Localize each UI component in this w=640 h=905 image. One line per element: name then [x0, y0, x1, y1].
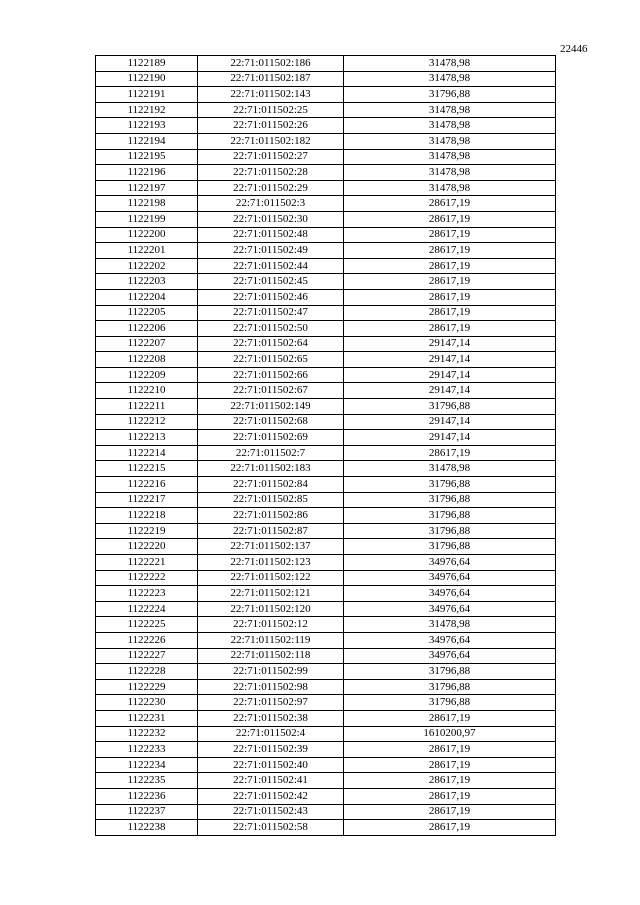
value-cell: 28617,19: [344, 274, 556, 290]
row-number-cell: 1122210: [96, 383, 198, 399]
table-row: [96, 523, 556, 539]
table-row: [96, 586, 556, 602]
row-number-cell: 1122220: [96, 539, 198, 555]
table-row: [96, 352, 556, 368]
row-number-cell: 1122194: [96, 133, 198, 149]
cadastral-number-cell: 22:71:011502:143: [198, 87, 344, 103]
value-cell: 31478,98: [344, 461, 556, 477]
cadastral-number-cell: 22:71:011502:120: [198, 601, 344, 617]
cadastral-number-cell: 22:71:011502:182: [198, 133, 344, 149]
value-cell: 31796,88: [344, 492, 556, 508]
row-number-cell: 1122192: [96, 102, 198, 118]
cadastral-number-cell: 22:71:011502:26: [198, 118, 344, 134]
value-cell: 34976,64: [344, 632, 556, 648]
cadastral-number-cell: 22:71:011502:183: [198, 461, 344, 477]
value-cell: 29147,14: [344, 383, 556, 399]
cadastral-number-cell: 22:71:011502:38: [198, 710, 344, 726]
value-cell: 31796,88: [344, 87, 556, 103]
row-number-cell: 1122227: [96, 648, 198, 664]
table-row: [96, 367, 556, 383]
cadastral-number-cell: 22:71:011502:48: [198, 227, 344, 243]
cadastral-number-cell: 22:71:011502:42: [198, 788, 344, 804]
table-row: [96, 555, 556, 571]
row-number-cell: 1122213: [96, 430, 198, 446]
cadastral-number-cell: 22:71:011502:3: [198, 196, 344, 212]
table-row: [96, 118, 556, 134]
cadastral-number-cell: 22:71:011502:97: [198, 695, 344, 711]
table-row: [96, 679, 556, 695]
cadastral-number-cell: 22:71:011502:29: [198, 180, 344, 196]
value-cell: 1610200,97: [344, 726, 556, 742]
row-number-cell: 1122216: [96, 477, 198, 493]
table-body: [96, 56, 556, 836]
row-number-cell: 1122211: [96, 399, 198, 415]
row-number-cell: 1122214: [96, 445, 198, 461]
cadastral-number-cell: 22:71:011502:65: [198, 352, 344, 368]
table-row: [96, 695, 556, 711]
row-number-cell: 1122196: [96, 165, 198, 181]
cadastral-number-cell: 22:71:011502:123: [198, 555, 344, 571]
table-row: [96, 601, 556, 617]
cadastral-number-cell: 22:71:011502:87: [198, 523, 344, 539]
cadastral-number-cell: 22:71:011502:66: [198, 367, 344, 383]
table-row: [96, 87, 556, 103]
value-cell: 28617,19: [344, 445, 556, 461]
cadastral-number-cell: 22:71:011502:64: [198, 336, 344, 352]
cadastral-number-cell: 22:71:011502:39: [198, 742, 344, 758]
cadastral-number-cell: 22:71:011502:86: [198, 508, 344, 524]
row-number-cell: 1122228: [96, 664, 198, 680]
table-row: [96, 399, 556, 415]
value-cell: 28617,19: [344, 820, 556, 836]
value-cell: 31478,98: [344, 56, 556, 72]
table-row: [96, 539, 556, 555]
value-cell: 28617,19: [344, 227, 556, 243]
cadastral-number-cell: 22:71:011502:187: [198, 71, 344, 87]
table-row: [96, 757, 556, 773]
value-cell: 31796,88: [344, 664, 556, 680]
cadastral-number-cell: 22:71:011502:27: [198, 149, 344, 165]
table-row: [96, 165, 556, 181]
row-number-cell: 1122204: [96, 289, 198, 305]
table-row: [96, 477, 556, 493]
table-row: [96, 710, 556, 726]
table-row: [96, 773, 556, 789]
value-cell: 31478,98: [344, 165, 556, 181]
cadastral-number-cell: 22:71:011502:7: [198, 445, 344, 461]
cadastral-number-cell: 22:71:011502:186: [198, 56, 344, 72]
row-number-cell: 1122237: [96, 804, 198, 820]
table-row: [96, 243, 556, 259]
row-number-cell: 1122224: [96, 601, 198, 617]
row-number-cell: 1122223: [96, 586, 198, 602]
cadastral-number-cell: 22:71:011502:119: [198, 632, 344, 648]
row-number-cell: 1122197: [96, 180, 198, 196]
value-cell: 28617,19: [344, 321, 556, 337]
cadastral-number-cell: 22:71:011502:118: [198, 648, 344, 664]
table-row: [96, 383, 556, 399]
cadastral-number-cell: 22:71:011502:68: [198, 414, 344, 430]
value-cell: 29147,14: [344, 352, 556, 368]
row-number-cell: 1122234: [96, 757, 198, 773]
value-cell: 34976,64: [344, 601, 556, 617]
table-row: [96, 617, 556, 633]
table-row: [96, 258, 556, 274]
cadastral-number-cell: 22:71:011502:40: [198, 757, 344, 773]
table-row: [96, 180, 556, 196]
value-cell: 34976,64: [344, 555, 556, 571]
table-row: [96, 336, 556, 352]
value-cell: 31478,98: [344, 118, 556, 134]
row-number-cell: 1122189: [96, 56, 198, 72]
row-number-cell: 1122230: [96, 695, 198, 711]
cadastral-number-cell: 22:71:011502:45: [198, 274, 344, 290]
cadastral-number-cell: 22:71:011502:69: [198, 430, 344, 446]
cadastral-number-cell: 22:71:011502:49: [198, 243, 344, 259]
value-cell: 28617,19: [344, 305, 556, 321]
value-cell: 28617,19: [344, 788, 556, 804]
table-row: [96, 321, 556, 337]
value-cell: 31478,98: [344, 180, 556, 196]
table-row: [96, 196, 556, 212]
table-row: [96, 430, 556, 446]
row-number-cell: 1122235: [96, 773, 198, 789]
cadastral-number-cell: 22:71:011502:28: [198, 165, 344, 181]
table-row: [96, 820, 556, 836]
table-row: [96, 71, 556, 87]
value-cell: 28617,19: [344, 804, 556, 820]
table-row: [96, 102, 556, 118]
cadastral-number-cell: 22:71:011502:47: [198, 305, 344, 321]
value-cell: 34976,64: [344, 586, 556, 602]
row-number-cell: 1122238: [96, 820, 198, 836]
table-row: [96, 726, 556, 742]
table-row: [96, 788, 556, 804]
value-cell: 31796,88: [344, 508, 556, 524]
value-cell: 28617,19: [344, 258, 556, 274]
value-cell: 31796,88: [344, 523, 556, 539]
value-cell: 29147,14: [344, 336, 556, 352]
row-number-cell: 1122219: [96, 523, 198, 539]
row-number-cell: 1122202: [96, 258, 198, 274]
value-cell: 31796,88: [344, 539, 556, 555]
row-number-cell: 1122191: [96, 87, 198, 103]
data-table: [95, 55, 556, 836]
value-cell: 28617,19: [344, 196, 556, 212]
row-number-cell: 1122195: [96, 149, 198, 165]
row-number-cell: 1122190: [96, 71, 198, 87]
cadastral-number-cell: 22:71:011502:12: [198, 617, 344, 633]
row-number-cell: 1122205: [96, 305, 198, 321]
row-number-cell: 1122226: [96, 632, 198, 648]
cadastral-number-cell: 22:71:011502:4: [198, 726, 344, 742]
cadastral-number-cell: 22:71:011502:99: [198, 664, 344, 680]
value-cell: 28617,19: [344, 211, 556, 227]
cadastral-number-cell: 22:71:011502:58: [198, 820, 344, 836]
row-number-cell: 1122208: [96, 352, 198, 368]
cadastral-number-cell: 22:71:011502:25: [198, 102, 344, 118]
row-number-cell: 1122212: [96, 414, 198, 430]
table-row: [96, 227, 556, 243]
row-number-cell: 1122206: [96, 321, 198, 337]
cadastral-number-cell: 22:71:011502:50: [198, 321, 344, 337]
value-cell: 28617,19: [344, 243, 556, 259]
row-number-cell: 1122218: [96, 508, 198, 524]
cadastral-number-cell: 22:71:011502:98: [198, 679, 344, 695]
cadastral-number-cell: 22:71:011502:121: [198, 586, 344, 602]
value-cell: 31796,88: [344, 399, 556, 415]
row-number-cell: 1122193: [96, 118, 198, 134]
row-number-cell: 1122233: [96, 742, 198, 758]
value-cell: 34976,64: [344, 570, 556, 586]
table-row: [96, 414, 556, 430]
table-row: [96, 461, 556, 477]
value-cell: 34976,64: [344, 648, 556, 664]
table-row: [96, 445, 556, 461]
table-row: [96, 274, 556, 290]
value-cell: 31478,98: [344, 617, 556, 633]
cadastral-number-cell: 22:71:011502:43: [198, 804, 344, 820]
cadastral-number-cell: 22:71:011502:149: [198, 399, 344, 415]
cadastral-number-cell: 22:71:011502:41: [198, 773, 344, 789]
row-number-cell: 1122225: [96, 617, 198, 633]
row-number-cell: 1122203: [96, 274, 198, 290]
page-number: 22446: [560, 43, 588, 55]
table-row: [96, 289, 556, 305]
cadastral-number-cell: 22:71:011502:44: [198, 258, 344, 274]
value-cell: 28617,19: [344, 710, 556, 726]
row-number-cell: 1122217: [96, 492, 198, 508]
table-row: [96, 305, 556, 321]
row-number-cell: 1122221: [96, 555, 198, 571]
value-cell: 31796,88: [344, 695, 556, 711]
table-row: [96, 742, 556, 758]
value-cell: 28617,19: [344, 289, 556, 305]
row-number-cell: 1122229: [96, 679, 198, 695]
value-cell: 31796,88: [344, 679, 556, 695]
table-row: [96, 664, 556, 680]
cadastral-number-cell: 22:71:011502:85: [198, 492, 344, 508]
table-row: [96, 648, 556, 664]
row-number-cell: 1122200: [96, 227, 198, 243]
value-cell: 28617,19: [344, 742, 556, 758]
row-number-cell: 1122199: [96, 211, 198, 227]
table-row: [96, 508, 556, 524]
value-cell: 29147,14: [344, 430, 556, 446]
value-cell: 28617,19: [344, 773, 556, 789]
row-number-cell: 1122198: [96, 196, 198, 212]
cadastral-number-cell: 22:71:011502:137: [198, 539, 344, 555]
table-row: [96, 133, 556, 149]
cadastral-number-cell: 22:71:011502:46: [198, 289, 344, 305]
cadastral-number-cell: 22:71:011502:67: [198, 383, 344, 399]
cadastral-number-cell: 22:71:011502:122: [198, 570, 344, 586]
value-cell: 29147,14: [344, 414, 556, 430]
value-cell: 31478,98: [344, 133, 556, 149]
row-number-cell: 1122236: [96, 788, 198, 804]
row-number-cell: 1122209: [96, 367, 198, 383]
table-row: [96, 570, 556, 586]
row-number-cell: 1122201: [96, 243, 198, 259]
value-cell: 31478,98: [344, 102, 556, 118]
row-number-cell: 1122207: [96, 336, 198, 352]
cadastral-number-cell: 22:71:011502:30: [198, 211, 344, 227]
table-row: [96, 804, 556, 820]
table-row: [96, 149, 556, 165]
value-cell: 31478,98: [344, 149, 556, 165]
row-number-cell: 1122215: [96, 461, 198, 477]
row-number-cell: 1122231: [96, 710, 198, 726]
value-cell: 28617,19: [344, 757, 556, 773]
value-cell: 29147,14: [344, 367, 556, 383]
value-cell: 31796,88: [344, 477, 556, 493]
cadastral-number-cell: 22:71:011502:84: [198, 477, 344, 493]
table-row: [96, 56, 556, 72]
value-cell: 31478,98: [344, 71, 556, 87]
table-row: [96, 211, 556, 227]
row-number-cell: 1122222: [96, 570, 198, 586]
table-row: [96, 632, 556, 648]
row-number-cell: 1122232: [96, 726, 198, 742]
table-row: [96, 492, 556, 508]
